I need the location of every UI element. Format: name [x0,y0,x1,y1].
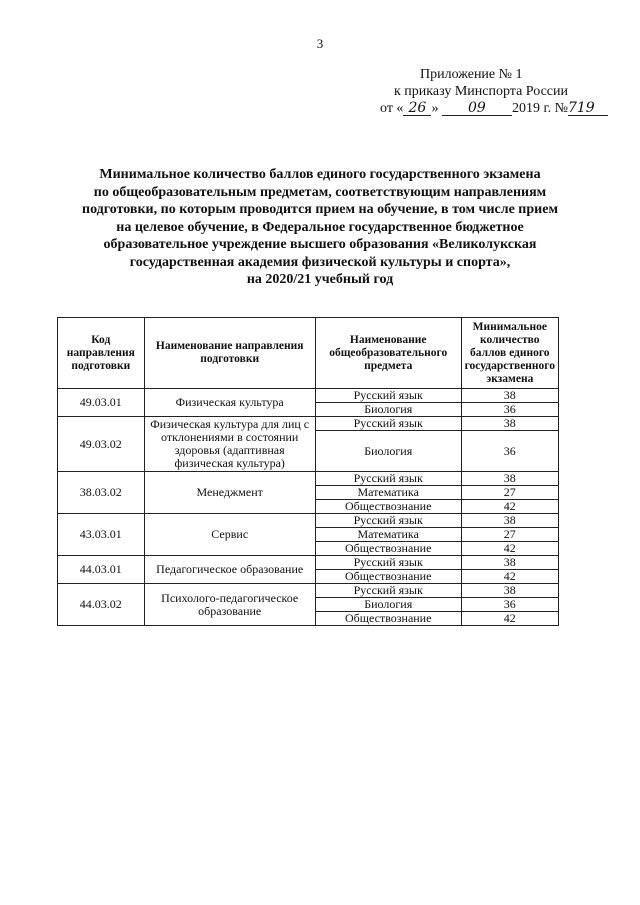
cell-code: 49.03.01 [58,389,145,417]
cell-subject: Математика [315,528,461,542]
cell-subject: Русский язык [315,472,461,486]
cell-score: 42 [461,542,558,556]
header-code: Код направления подготовки [58,318,145,389]
cell-direction: Педагогическое образование [144,556,315,584]
cell-direction: Сервис [144,514,315,556]
title-line: подготовки, по которым проводится прием на обучение, в том числе прием [82,202,558,217]
table-row [58,472,559,486]
cell-score: 36 [461,598,558,612]
table-row [58,389,559,403]
cell-subject: Математика [315,486,461,500]
cell-code: 43.03.01 [58,514,145,556]
cell-subject: Биология [315,598,461,612]
cell-subject: Русский язык [315,514,461,528]
cell-code: 44.03.01 [58,556,145,584]
cell-score: 38 [461,514,558,528]
cell-subject: Русский язык [315,584,461,598]
cell-score: 42 [461,612,558,626]
order-number-handwritten: 719 [568,101,608,116]
title-line: по общеобразовательным предметам, соответствующим направлениям [93,184,547,200]
cell-score: 38 [461,472,558,486]
cell-subject: Обществознание [315,542,461,556]
title-line: на 2020/21 учебный год [246,272,394,287]
table-row [58,556,559,570]
cell-subject: Обществознание [315,500,461,514]
date-close-quote: » [431,101,439,116]
table-row [58,417,559,431]
document-title [60,166,580,289]
header-subject: Наименование общеобразовательного предмета [315,318,461,389]
cell-subject: Русский язык [315,417,461,431]
title-line: государственная академия физической культуры и спорта», [129,254,511,270]
cell-subject: Обществознание [315,570,461,584]
cell-code: 38.03.02 [58,472,145,514]
date-day-handwritten: 26 [403,101,431,116]
title-line: образовательное учреждение высшего образования «Великолукская [103,237,537,252]
appendix-title: Приложение № 1 [420,67,523,82]
table-header-row [58,318,559,389]
scores-table [57,317,559,626]
cell-score: 42 [461,500,558,514]
date-prefix: от « [380,101,404,116]
date-year: 2019 г. № [511,101,568,116]
cell-score: 36 [461,403,558,417]
cell-subject: Биология [315,403,461,417]
appendix-order-ref: к приказу Минспорта России [394,84,568,99]
cell-code: 49.03.02 [58,417,145,472]
title-line: Минимальное количество баллов единого государственного экзамена [99,167,541,182]
date-month-handwritten: 09 [442,101,512,116]
title-line: на целевое обучение, в Федеральное государственное бюджетное [116,219,524,235]
cell-direction: Физическая культура [144,389,315,417]
cell-score: 38 [461,417,558,431]
cell-score: 27 [461,486,558,500]
cell-score: 38 [461,584,558,598]
header-min-score: Минимальное количество баллов единого государственного экзамена [461,318,558,389]
table-row [58,584,559,598]
appendix-block [380,66,610,117]
cell-direction: Физическая культура для лиц с отклонениями в состоянии здоровья (адаптивная физическая культура) [144,417,315,472]
cell-score: 27 [461,528,558,542]
page-number: 3 [316,36,324,51]
cell-code: 44.03.02 [58,584,145,626]
header-direction: Наименование направления подготовки [144,318,315,389]
cell-subject: Биология [315,431,461,472]
cell-score: 38 [461,389,558,403]
cell-direction: Психолого-педагогическое образование [144,584,315,626]
cell-score: 42 [461,570,558,584]
cell-subject: Обществознание [315,612,461,626]
table-row [58,514,559,528]
cell-subject: Русский язык [315,389,461,403]
cell-direction: Менеджмент [144,472,315,514]
appendix-date-line [380,100,610,117]
cell-score: 36 [461,431,558,472]
cell-subject: Русский язык [315,556,461,570]
cell-score: 38 [461,556,558,570]
